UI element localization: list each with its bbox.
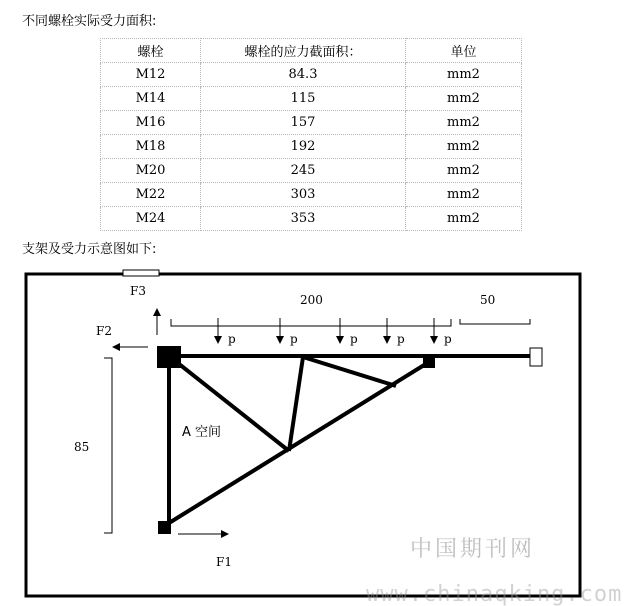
table-row: [101, 207, 522, 231]
unit: mm2: [406, 183, 522, 207]
dimension-line-50: [460, 319, 530, 324]
space-a-label: A 空间: [182, 425, 222, 440]
unit: mm2: [406, 135, 522, 159]
bolt-size: M22: [101, 183, 201, 207]
bottom-support-joint: [158, 521, 171, 534]
f1-label: F1: [216, 555, 232, 569]
intro-text: 不同螺栓实际受力面积:: [22, 14, 157, 29]
distributed-load: [218, 318, 452, 346]
bolt-size: M20: [101, 159, 201, 183]
load-label: p: [290, 332, 298, 346]
table-row: [101, 183, 522, 207]
bolt-size: M16: [101, 111, 201, 135]
stress-area: 303: [201, 183, 406, 207]
bolt-size: M12: [101, 63, 201, 87]
stress-area: 245: [201, 159, 406, 183]
table-header-row: [101, 39, 522, 63]
load-label: p: [444, 332, 452, 346]
f2-label: F2: [96, 324, 112, 338]
header-stress-area: 螺栓的应力截面积：: [201, 39, 406, 63]
bolt-size: M24: [101, 207, 201, 231]
header-unit: 单位: [406, 39, 522, 63]
beam-end-cap: [530, 348, 542, 366]
unit: mm2: [406, 87, 522, 111]
unit: mm2: [406, 207, 522, 231]
watermark-cn: 中国期刊网: [410, 537, 536, 562]
table-row: [101, 111, 522, 135]
upper-strut: [303, 357, 396, 386]
vertical-strut: [289, 357, 303, 451]
unit: mm2: [406, 159, 522, 183]
f3-label: F3: [130, 284, 146, 298]
dimension-85-label: 85: [74, 440, 90, 454]
diagram-caption: 支架及受力示意图如下:: [22, 242, 157, 257]
table-row: [101, 135, 522, 159]
stress-area: 353: [201, 207, 406, 231]
dimension-50-label: 50: [480, 293, 496, 307]
bolt-size: M18: [101, 135, 201, 159]
header-bolt: 螺栓: [101, 39, 201, 63]
table-row: [101, 159, 522, 183]
load-label: p: [228, 332, 236, 346]
bracket-force-diagram: [0, 262, 636, 606]
unit: mm2: [406, 111, 522, 135]
unit: mm2: [406, 63, 522, 87]
load-label: p: [397, 332, 405, 346]
bolt-size: M14: [101, 87, 201, 111]
stress-area: 84.3: [201, 63, 406, 87]
bolt-area-table: [100, 38, 522, 231]
table-row: [101, 63, 522, 87]
wall-support-joint: [157, 346, 181, 368]
stress-area: 192: [201, 135, 406, 159]
stress-area: 157: [201, 111, 406, 135]
stress-area: 115: [201, 87, 406, 111]
dimension-line-200: [171, 319, 451, 326]
frame-notch: [123, 270, 159, 276]
load-label: p: [350, 332, 358, 346]
watermark-url: www.chinaqking.com: [366, 582, 623, 606]
beam-joint: [423, 356, 435, 368]
dimension-line-85: [104, 358, 112, 533]
table-row: [101, 87, 522, 111]
dimension-200-label: 200: [300, 293, 323, 307]
